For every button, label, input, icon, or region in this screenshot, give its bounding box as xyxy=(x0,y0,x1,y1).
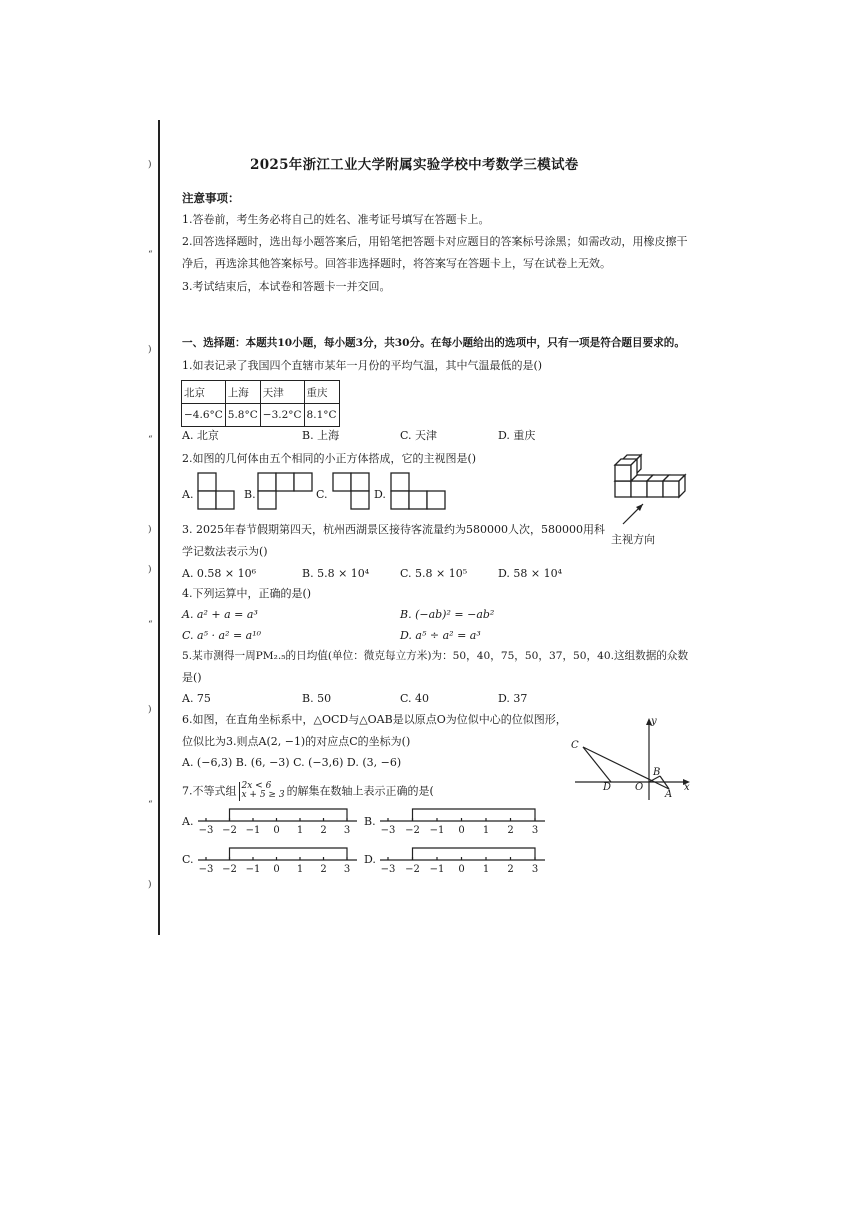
number-line-tick-label: 3 xyxy=(531,864,539,875)
notice-heading: 注意事项： xyxy=(182,191,240,205)
q2-label-c: C. xyxy=(316,488,328,501)
q4-option-d: D. a⁵ ÷ a² = a³ xyxy=(400,629,481,642)
number-line-tick-label: 2 xyxy=(320,864,327,875)
table-cell: 上海 xyxy=(225,381,260,404)
table-cell: 重庆 xyxy=(304,381,339,404)
table-cell: 5.8°C xyxy=(225,404,260,427)
q2-option-a-figure xyxy=(197,472,239,512)
binding-margin-line xyxy=(158,120,160,935)
section-heading: 一、选择题：本题共10小题，每小题3分，共30分。在每小题给出的选项中，只有一项是符合题目要求的。 xyxy=(182,337,685,349)
q3-option-d: D. 58 × 10⁴ xyxy=(498,567,563,580)
number-line-tick-label: 1 xyxy=(482,825,490,836)
page-title: 2025年浙江工业大学附属实验学校中考数学三模试卷 xyxy=(250,157,579,173)
q7-label-d: D. xyxy=(364,853,376,866)
temperature-table xyxy=(181,380,340,427)
table-cell: 8.1°C xyxy=(304,404,339,427)
table-cell: −3.2°C xyxy=(260,404,304,427)
margin-mark: “ xyxy=(148,250,153,260)
number-line-tick-label: −3 xyxy=(198,864,214,875)
q7-number-line-c xyxy=(196,842,356,878)
q7-number-line-a xyxy=(196,803,356,839)
point-label-b: B xyxy=(653,767,661,778)
number-line-tick-label: −1 xyxy=(245,825,261,836)
q5-stem: 5.某市测得一周PM₂.₅的日均值(单位：微克每立方米)为：50，40，75，50，37，50，40.这组数据的众数 xyxy=(182,650,689,662)
q3-stem: 学记数法表示为() xyxy=(182,545,268,558)
number-line-tick-label: −2 xyxy=(222,825,237,836)
q4-option-a: A. a² + a = a³ xyxy=(182,608,258,621)
q2-label-a: A. xyxy=(182,488,194,501)
q2-option-c-figure xyxy=(332,472,372,512)
q2-option-d-figure xyxy=(390,472,450,512)
margin-mark: ) xyxy=(148,565,152,575)
number-line-tick-label: 0 xyxy=(273,864,280,875)
point-label-d: D xyxy=(603,782,612,793)
q2-label-b: B. xyxy=(244,488,256,501)
margin-mark: ) xyxy=(148,160,152,170)
q4-option-c: C. a⁵ · a² = a¹⁰ xyxy=(182,629,262,642)
q7-number-line-b xyxy=(378,803,550,839)
inequality-system: 2x < 6 x + 5 ≥ 3 xyxy=(239,782,285,801)
margin-mark: “ xyxy=(148,620,153,630)
number-line-tick-label: −1 xyxy=(429,864,445,875)
number-line-tick-label: −3 xyxy=(380,864,396,875)
q7-label-c: C. xyxy=(182,853,194,866)
number-line-tick-label: −2 xyxy=(405,825,420,836)
q3-option-a: A. 0.58 × 10⁶ xyxy=(182,567,257,580)
q1-stem: 1.如表记录了我国四个直辖市某年一月份的平均气温，其中气温最低的是() xyxy=(182,359,543,372)
margin-mark: ) xyxy=(148,345,152,355)
q2-cubes-figure xyxy=(605,456,700,544)
table-cell: 北京 xyxy=(182,381,226,404)
q7-number-line-d xyxy=(378,842,550,878)
q7-label-a: A. xyxy=(182,815,194,828)
number-line-tick-label: −1 xyxy=(429,825,445,836)
view-direction-label: 主视方向 xyxy=(611,533,655,546)
number-line-tick-label: 0 xyxy=(458,825,465,836)
number-line-tick-label: 1 xyxy=(296,864,304,875)
q6-stem: 6.如图，在直角坐标系中，△OCD与△OAB是以原点O为位似中心的位似图形， xyxy=(182,713,567,726)
q7-stem: 7.不等式组 2x < 6 x + 5 ≥ 3 的解集在数轴上表示正确的是( xyxy=(182,781,434,801)
number-line-tick-label: 2 xyxy=(507,825,514,836)
number-line-tick-label: −3 xyxy=(380,825,396,836)
margin-mark: “ xyxy=(148,800,153,810)
number-line-tick-label: 2 xyxy=(507,864,514,875)
solution-bracket xyxy=(413,848,536,860)
axis-label-x: x xyxy=(684,782,690,793)
point-label-c: C xyxy=(571,740,579,751)
number-line-tick-label: 0 xyxy=(458,864,465,875)
number-line-tick-label: 3 xyxy=(531,825,539,836)
point-label-a: A xyxy=(665,789,673,800)
number-line-tick-label: −3 xyxy=(198,825,214,836)
margin-mark: ) xyxy=(148,525,152,535)
number-line-tick-label: 1 xyxy=(296,825,304,836)
q3-stem: 3. 2025年春节假期第四天，杭州西湖景区接待客流量约为580000人次，580000用科 xyxy=(182,523,605,536)
q2-option-b-figure xyxy=(257,472,315,512)
q5-option-a: A. 75 xyxy=(182,692,211,705)
q5-option-b: B. 50 xyxy=(302,692,332,705)
solution-bracket xyxy=(230,809,348,821)
notice-item: 1.答卷前，考生务必将自己的姓名、准考证号填写在答题卡上。 xyxy=(182,213,490,226)
q3-option-b: B. 5.8 × 10⁴ xyxy=(302,567,370,580)
q4-stem: 4.下列运算中，正确的是() xyxy=(182,587,312,600)
q5-option-c: C. 40 xyxy=(400,692,430,705)
notice-item: 净后，再选涂其他答案标号。回答非选择题时，将答案写在答题卡上，写在试卷上无效。 xyxy=(182,257,611,270)
q1-option-c: C. 天津 xyxy=(400,429,438,442)
q5-option-d: D. 37 xyxy=(498,692,528,705)
q6-stem: 位似比为3.则点A(2, −1)的对应点C的坐标为() xyxy=(182,735,411,748)
q5-stem: 是() xyxy=(182,671,202,684)
margin-mark: “ xyxy=(148,435,153,445)
table-cell: −4.6°C xyxy=(182,404,226,427)
q7-label-b: B. xyxy=(364,815,376,828)
q6-options: A. (−6,3) B. (6, −3) C. (−3,6) D. (3, −6) xyxy=(182,756,402,769)
q1-option-b: B. 上海 xyxy=(302,429,340,442)
q2-stem: 2.如图的几何体由五个相同的小正方体搭成，它的主视图是() xyxy=(182,452,477,465)
q1-option-d: D. 重庆 xyxy=(498,429,536,442)
number-line-tick-label: 3 xyxy=(343,825,351,836)
number-line-tick-label: 1 xyxy=(482,864,490,875)
notice-item: 3.考试结束后，本试卷和答题卡一并交回。 xyxy=(182,280,391,293)
q2-label-d: D. xyxy=(374,488,386,501)
number-line-tick-label: 0 xyxy=(273,825,280,836)
number-line-tick-label: 2 xyxy=(320,825,327,836)
solution-bracket xyxy=(413,809,536,821)
notice-item: 2.回答选择题时，选出每小题答案后，用铅笔把答题卡对应题目的答案标号涂黑；如需改动，用橡皮擦干 xyxy=(182,235,688,248)
number-line-tick-label: 3 xyxy=(343,864,351,875)
q3-option-c: C. 5.8 × 10⁵ xyxy=(400,567,468,580)
solution-bracket xyxy=(230,848,348,860)
margin-mark: ) xyxy=(148,880,152,890)
q4-option-b: B. (−ab)² = −ab² xyxy=(400,608,495,621)
margin-mark: ) xyxy=(148,705,152,715)
number-line-tick-label: −1 xyxy=(245,864,261,875)
point-label-o: O xyxy=(635,782,644,793)
axis-label-y: y xyxy=(651,716,657,727)
table-cell: 天津 xyxy=(260,381,304,404)
number-line-tick-label: −2 xyxy=(222,864,237,875)
number-line-tick-label: −2 xyxy=(405,864,420,875)
q6-coordinate-figure xyxy=(565,712,700,802)
q1-option-a: A. 北京 xyxy=(182,429,219,442)
